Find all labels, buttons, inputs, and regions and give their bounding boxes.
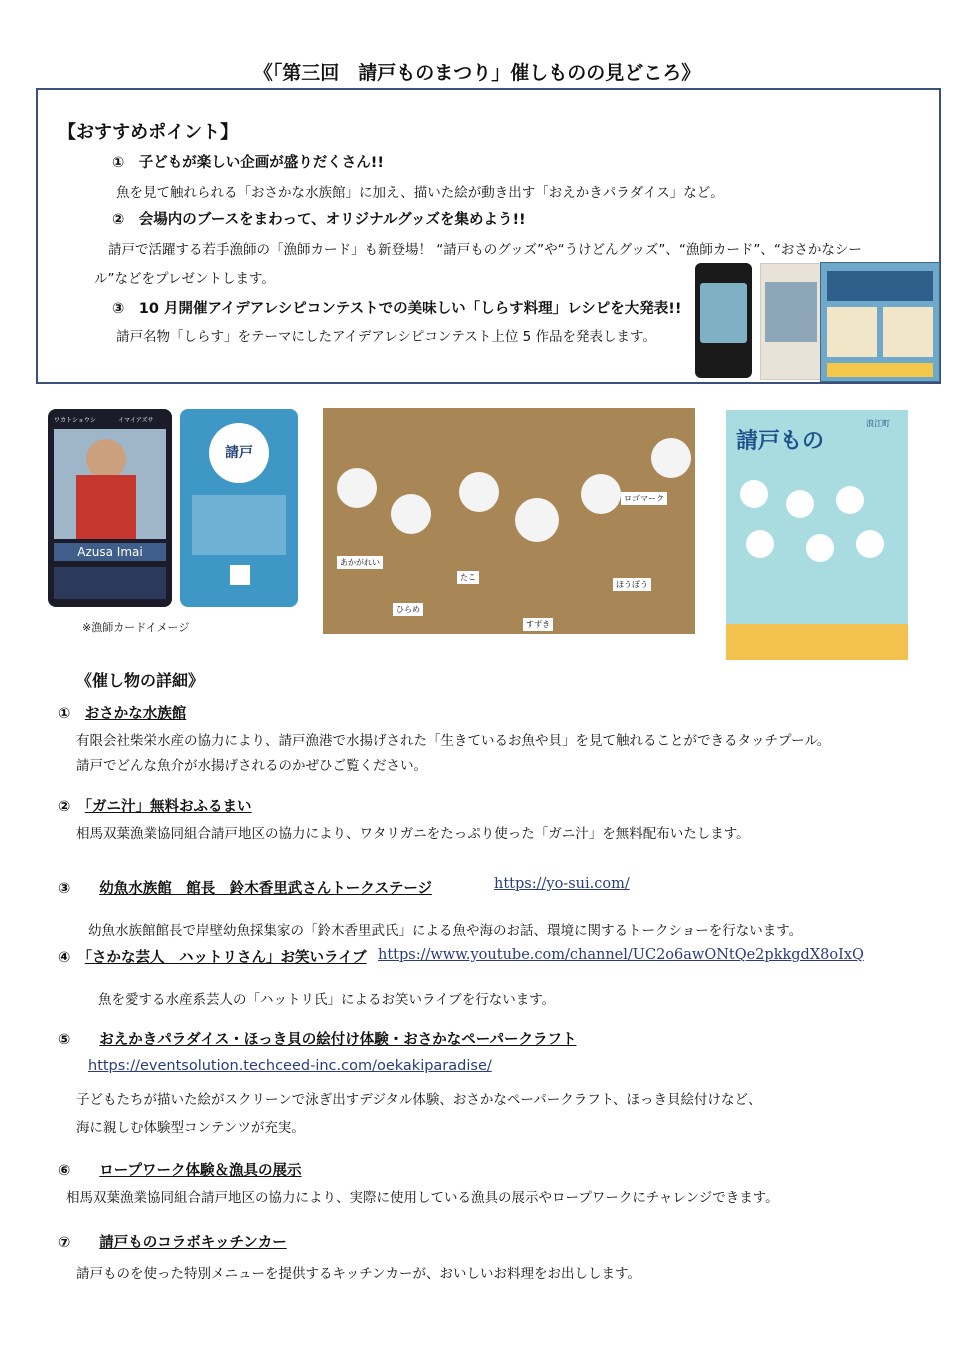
- label-logo-mark: ロゴマーク: [621, 492, 667, 505]
- campaign-poster: [820, 262, 940, 382]
- card-photo: [54, 429, 166, 539]
- card-catch-left: ワカトショウシ: [54, 417, 96, 424]
- item-2-head: ② 「ガニ汁」無料おふるまい: [58, 799, 252, 815]
- item-5-line1: 子どもたちが描いた絵がスクリーンで泳ぎ出すデジタル体験、おさかなペーパークラフト、ほっき貝絵付けなど、: [76, 1092, 762, 1108]
- recommend-heading: 【おすすめポイント】: [58, 122, 239, 143]
- point-2-head: ② 会場内のブースをまわって、オリジナルグッズを集めよう!!: [112, 212, 526, 228]
- point-3-body: 請戸名物「しらす」をテーマにしたアイデアレシピコンテスト上位 5 作品を発表します。: [116, 329, 656, 345]
- item-4-line1: 魚を愛する水産系芸人の「ハットリ氏」によるお笑いライブを行ないます。: [98, 992, 556, 1008]
- label-tako: たこ: [457, 571, 479, 584]
- item-3-link[interactable]: https://yo-sui.com/: [494, 876, 630, 892]
- item-4-head: ④ 「さかな芸人 ハットリさん」お笑いライブ: [58, 950, 367, 966]
- label-akagarei: あかがれい: [337, 556, 383, 569]
- phone-screenshot: [695, 263, 752, 378]
- point-1-head: ① 子どもが楽しい企画が盛りだくさん!!: [112, 155, 385, 171]
- keychains-photo: [323, 408, 695, 634]
- label-hirame: ひらめ: [393, 603, 423, 616]
- item-5-head: ⑤ おえかきパラダイス・ほっき貝の絵付け体験・おさかなペーパークラフト: [58, 1032, 577, 1048]
- item-7-head: ⑦ 請戸ものコラボキッチンカー: [58, 1235, 287, 1251]
- label-suzuki: すずき: [523, 618, 553, 631]
- point-3-head: ③ 10 月開催アイデアレシピコンテストでの美味しい「しらす料理」レシピを大発表!!: [112, 301, 682, 317]
- sticker-title: 請戸もの: [736, 429, 825, 454]
- sticker-poster: [726, 410, 908, 660]
- item-7-line1: 請戸ものを使った特別メニューを提供するキッチンカーが、おいしいお料理をお出しします。: [76, 1266, 641, 1282]
- item-1-head: ① おさかな水族館: [58, 706, 187, 722]
- card-name: Azusa Imai: [54, 543, 166, 561]
- point-2-body-line2: ル”などをプレゼントします。: [94, 271, 275, 287]
- card-caption: ※漁師カードイメージ: [82, 621, 190, 634]
- item-4-link[interactable]: https://www.youtube.com/channel/UC2o6awONtQe2pkkgdX8oIxQ: [378, 947, 864, 963]
- item-1-line1: 有限会社柴栄水産の協力により、請戸漁港で水揚げされた「生きているお魚や貝」を見て触れることができるタッチプール。: [76, 733, 831, 749]
- fisherman-card-front: [48, 409, 172, 607]
- label-houbou: ほうぼう: [613, 578, 651, 591]
- fisherman-card-back: [180, 409, 298, 607]
- item-1-line2: 請戸でどんな魚介が水揚げされるのかぜひご覧ください。: [76, 758, 427, 774]
- item-5-link[interactable]: https://eventsolution.techceed-inc.com/oekakiparadise/: [88, 1058, 492, 1074]
- point-2-body-line1: 請戸で活躍する若手漁師の「漁師カード」も新登場！ “請戸ものグッズ”や“うけどんグッズ”、“漁師カード”、“おさかなシー: [108, 242, 862, 258]
- details-heading: 《催し物の詳細》: [76, 671, 205, 690]
- sticker-town: 浪江町: [866, 419, 890, 428]
- item-3-line1: 幼魚水族館館長で岸壁幼魚採集家の「鈴木香里武氏」による魚や海のお話、環境に関するトークショーを行ないます。: [88, 923, 803, 939]
- item-3-head: ③ 幼魚水族館 館長 鈴木香里武さんトークステージ: [58, 881, 433, 897]
- item-6-head: ⑥ ロープワーク体験＆漁具の展示: [58, 1163, 302, 1179]
- point-1-body: 魚を見て触れられる「おさかな水族館」に加え、描いた絵が動き出す「おえかきパラダイス」など。: [116, 185, 724, 201]
- instagram-screenshot: [760, 263, 822, 380]
- item-2-line1: 相馬双葉漁業協同組合請戸地区の協力により、ワタリガニをたっぷり使った「ガニ汁」を無料配布いたします。: [76, 826, 750, 842]
- item-6-line1: 相馬双葉漁業協同組合請戸地区の協力により、実際に使用している漁具の展示やロープワークにチャレンジできます。: [66, 1190, 779, 1206]
- item-5-line2: 海に親しむ体験型コンテンツが充実。: [76, 1120, 305, 1136]
- card-logo: 請戸: [209, 423, 269, 483]
- card-catch-right: イマイアズサ: [118, 417, 154, 424]
- page-title: 《「第三回 請戸ものまつり」催しものの見どころ》: [253, 62, 701, 84]
